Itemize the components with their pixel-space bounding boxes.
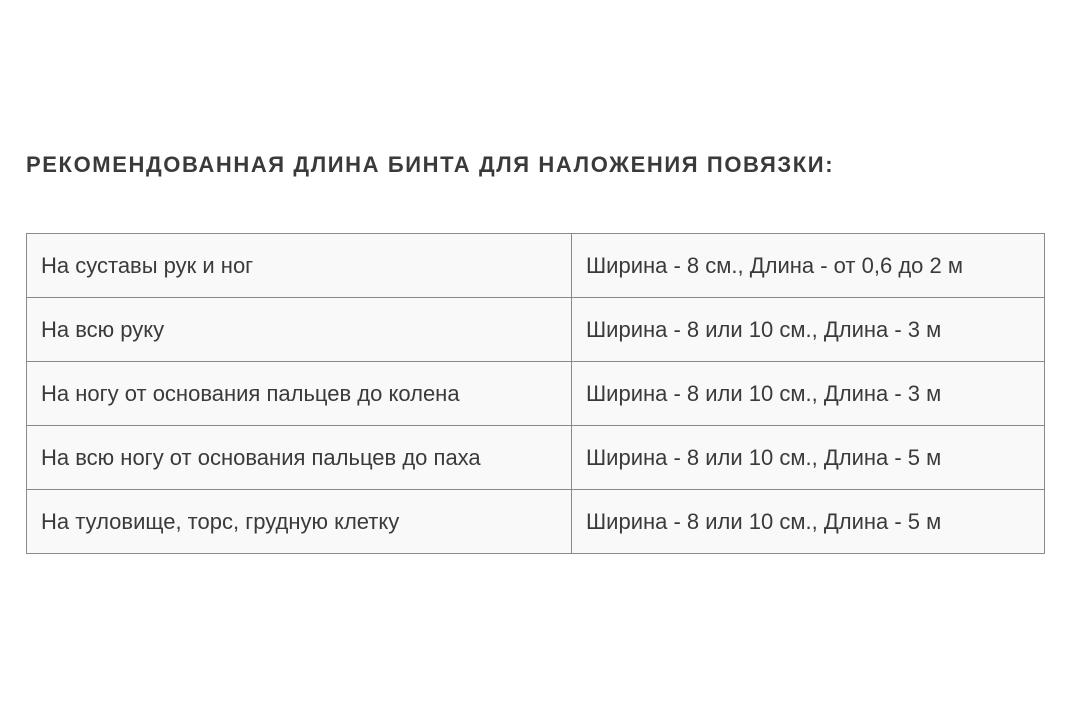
bandage-length-table (26, 233, 1045, 554)
area-cell: На ногу от основания пальцев до колена (27, 362, 572, 426)
table-row (27, 426, 1045, 490)
area-cell: На туловище, торс, грудную клетку (27, 490, 572, 554)
table-row (27, 490, 1045, 554)
size-cell: Ширина - 8 или 10 см., Длина - 3 м (572, 362, 1045, 426)
page-heading: РЕКОМЕНДОВАННАЯ ДЛИНА БИНТА ДЛЯ НАЛОЖЕНИЯ ПОВЯЗКИ: (26, 152, 835, 177)
size-cell: Ширина - 8 или 10 см., Длина - 5 м (572, 426, 1045, 490)
area-cell: На всю руку (27, 298, 572, 362)
table-row (27, 362, 1045, 426)
table-row (27, 234, 1045, 298)
size-cell: Ширина - 8 или 10 см., Длина - 3 м (572, 298, 1045, 362)
area-cell: На всю ногу от основания пальцев до паха (27, 426, 572, 490)
size-cell: Ширина - 8 или 10 см., Длина - 5 м (572, 490, 1045, 554)
size-cell: Ширина - 8 см., Длина - от 0,6 до 2 м (572, 234, 1045, 298)
area-cell: На суставы рук и ног (27, 234, 572, 298)
table-row (27, 298, 1045, 362)
